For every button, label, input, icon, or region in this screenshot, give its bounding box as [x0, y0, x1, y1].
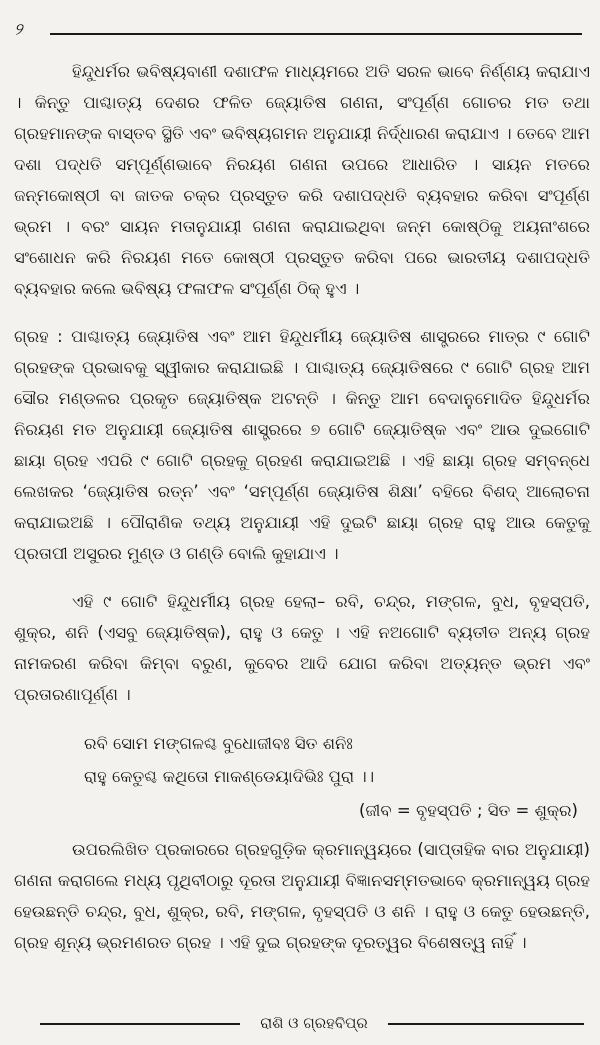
header-rule	[50, 33, 582, 35]
verse-line: ରାହୁ କେତୁଶ୍ଚ କଥିତୋ ମାକଣ୍ଡେୟାଦିଭିଃ ପୁରା ।।	[84, 767, 375, 786]
page-number: ୨	[14, 20, 23, 40]
paragraph-order	[14, 834, 590, 958]
sanskrit-verse	[14, 727, 590, 826]
paragraph-graha	[14, 321, 590, 569]
paragraph-text: ଏହି ୯ ଗୋଟି ହିନ୍ଦୁଧର୍ମୀୟ ଗ୍ରହ ହେଲା– ରବି, ଚନ୍ଦ୍ର, ମଙ୍ଗଳ, ବୁଧ, ବୃହସ୍ପତି, ଶୁକ୍ର, ଶନି (ଏସବୁ ଜ୍ୟୋତିଷ୍କ), ରାହୁ ଓ କେତୁ । ଏହି ନଅଗୋଟି ବ୍ୟତୀତ ଅନ୍ୟ ଗ୍ରହ ନାମକରଣ କରିବା କିମ୍ବା ବରୁଣ, କୁବେର ଆଦି ଯୋଗ କରିବା ଅତ୍ୟନ୍ତ ଭ୍ରମ ଏବଂ ପ୍ରତାରଣାପୂର୍ଣ୍ଣ ।	[14, 592, 590, 704]
paragraph-text: ଉପରଲିଖିତ ପ୍ରକାରରେ ଗ୍ରହଗୁଡ଼ିକ କ୍ରମାନ୍ୱୟରେ (ସାପ୍ତାହିକ ବାର ଅନୁଯାୟୀ) ଗଣନା କରାଗଲେ ମଧ୍ୟ ପୃଥିବୀଠାରୁ ଦୂରତା ଅନୁଯାୟୀ ବିଜ୍ଞାନସମ୍ମତଭାବେ କ୍ରମାନ୍ୱୟ ଗ୍ରହ ହେଉଛନ୍ତି ଚନ୍ଦ୍ର, ବୁଧ, ଶୁକ୍ର, ରବି, ମଙ୍ଗଳ, ବୃହସ୍ପତି ଓ ଶନି । ରାହୁ ଓ କେତୁ ହେଉଛନ୍ତି, ଗ୍ରହ ଶୂନ୍ୟ ଭ୍ରମଣରତ ଗ୍ରହ । ଏହି ଦୁଇ ଗ୍ରହଙ୍କ ଦୂରତ୍ୱର ବିଶେଷତ୍ୱ ନାହିଁ ।	[14, 840, 590, 952]
footer-rule-right	[388, 1023, 584, 1025]
paragraph-text: ହିନ୍ଦୁଧର୍ମର ଭବିଷ୍ୟବାଣୀ ଦଶାଫଳ ମାଧ୍ୟମରେ ଅତି ସରଳ ଭାବେ ନିର୍ଣ୍ଣୟ କରାଯାଏ । କିନ୍ତୁ ପାଶ୍ଚାତ୍ୟ ଦେଶର ଫଳିତ ଜ୍ୟୋତିଷ ଗଣନା, ସଂପୂର୍ଣ୍ଣ ଗୋଚର ମତ ତଥା ଗ୍ରହମାନଙ୍କ ବାସ୍ତବ ସ୍ଥିତି ଏବଂ ଭବିଷ୍ୟଗମନ ଅନୁଯାୟୀ ନିର୍ଦ୍ଧାରଣ କରାଯାଏ । ତେବେ ଆମ ଦଶା ପଦ୍ଧତି ସମ୍ପୂର୍ଣ୍ଣଭାବେ ନିରୟଣ ଗଣନା ଉପରେ ଆଧାରିତ । ସାୟନ ମତରେ ଜନ୍ମକୋଷ୍ଠୀ ବା ଜାତକ ଚକ୍ର ପ୍ରସ୍ତୁତ କରି ଦଶାପଦ୍ଧତି ବ୍ୟବହାର କରିବା ସଂପୂର୍ଣ୍ଣ ଭ୍ରମ । ବରଂ ସାୟନ ମତାନୁଯାୟୀ ଗଣନା କରାଯାଇଥିବା ଜନ୍ମ କୋଷ୍ଠିକୁ ଅୟନାଂଶରେ ସଂଶୋଧନ କରି ନିରୟଣ ମତେ କୋଷ୍ଠୀ ପ୍ରସ୍ତୁତ କରିବା ପରେ ଭାରତୀୟ ଦଶାପଦ୍ଧତି ବ୍ୟବହାର କଲେ ଭବିଷ୍ୟ ଫଳାଫଳ ସଂପୂର୍ଣ୍ଣ ଠିକ୍ ହୁଏ ।	[14, 62, 590, 298]
paragraph-nine-planets	[14, 586, 590, 710]
footer-title: ରାଶି ଓ ଗ୍ରହବିପ୍ର	[260, 1014, 368, 1032]
paragraph-dasha	[14, 56, 590, 304]
verse-line: ରବି ସୋମ ମଙ୍ଗଳଶ୍ଚ ବୁଧୋଜୀବଃ ସିତ ଶନିଃ	[84, 734, 353, 753]
footer-rule-left	[40, 1023, 240, 1025]
verse-note: (ଜୀବ = ବୃହସ୍ପତି ; ସିତ = ଶୁକ୍ର)	[358, 801, 578, 820]
page-body	[14, 56, 590, 975]
paragraph-text: ଗ୍ରହ : ପାଶ୍ଚାତ୍ୟ ଜ୍ୟୋତିଷ ଏବଂ ଆମ ହିନ୍ଦୁଧର୍ମୀୟ ଜ୍ୟୋତିଷ ଶାସ୍ତ୍ରରେ ମାତ୍ର ୯ ଗୋଟି ଗ୍ରହଙ୍କ ପ୍ରଭାବକୁ ସ୍ୱୀକାର କରାଯାଇଛି । ପାଶ୍ଚାତ୍ୟ ଜ୍ୟୋତିଷରେ ୯ ଗୋଟି ଗ୍ରହ ଆମ ସୌର ମଣ୍ଡଳର ପ୍ରକୃତ ଜ୍ୟୋତିଷ୍କ ଅଟନ୍ତି । କିନ୍ତୁ ଆମ ବେଦାନୁମୋଦିତ ହିନ୍ଦୁଧର୍ମର ନିରୟଣ ମତ ଅନୁଯାୟୀ ଜ୍ୟୋତିଷ ଶାସ୍ତ୍ରରେ ୭ ଗୋଟି ଜ୍ୟୋତିଷ୍କ ଏବଂ ଆଉ ଦୁଇଗୋଟି ଛାୟା ଗ୍ରହ ଏପରି ୯ ଗୋଟି ଗ୍ରହକୁ ଗ୍ରହଣ କରାଯାଇଅଛି । ଏହି ଛାୟା ଗ୍ରହ ସମ୍ବନ୍ଧେ ଲେଖକର ‘ଜ୍ୟୋତିଷ ରତ୍ନ’ ଏବଂ ‘ସମ୍ପୂର୍ଣ୍ଣ ଜ୍ୟୋତିଷ ଶିକ୍ଷା’ ବହିରେ ବିଶଦ୍ ଆଲୋଚନା କରାଯାଇଅଛି । ପୌରାଣିକ ତଥ୍ୟ ଅନୁଯାୟୀ ଏହି ଦୁଇଟି ଛାୟା ଗ୍ରହ ରାହୁ ଆଉ କେତୁକୁ ପ୍ରତାପୀ ଅସୁରର ମୁଣ୍ଡ ଓ ଗଣ୍ଡି ବୋଲି କୁହାଯାଏ ।	[14, 327, 590, 563]
